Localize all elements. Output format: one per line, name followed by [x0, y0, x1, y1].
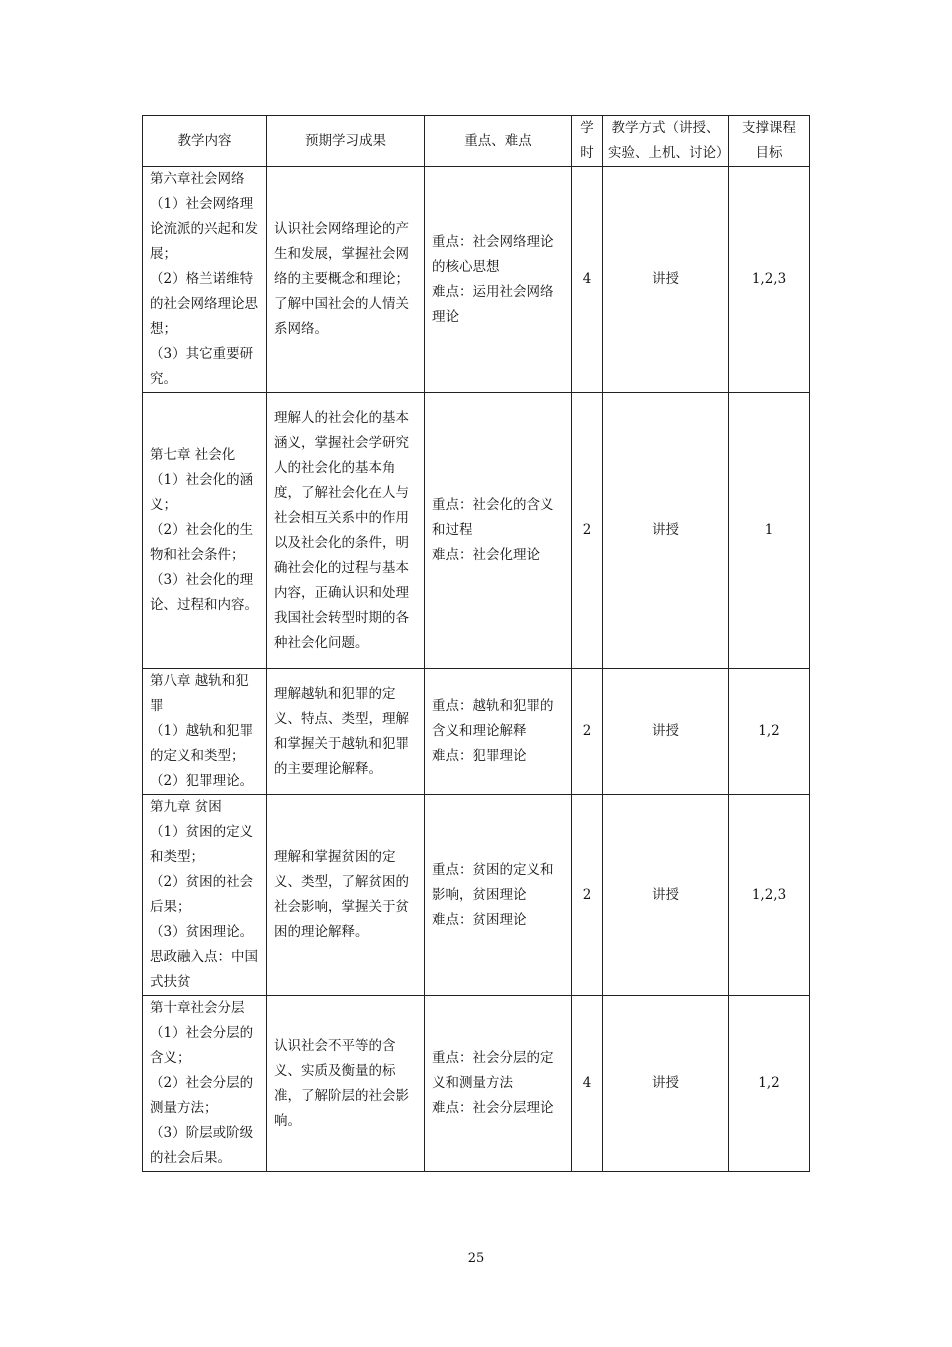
table-row [143, 795, 810, 996]
content-line: （3）贫困理论。 [150, 924, 254, 940]
content-line: （2）格兰诺维特的社会网络理论思想； [150, 271, 258, 337]
difficult-point: 难点：犯罪理论 [432, 748, 527, 764]
cell-outcome: 认识社会不平等的含义、实质及衡量的标准，了解阶层的社会影响。 [267, 996, 425, 1172]
header-content: 教学内容 [143, 116, 267, 167]
cell-content [143, 393, 267, 669]
cell-keypoints [425, 393, 572, 669]
difficult-point: 难点：社会化理论 [432, 547, 540, 563]
table-row [143, 167, 810, 393]
cell-hours: 4 [572, 996, 603, 1172]
cell-hours: 2 [572, 795, 603, 996]
content-line: （2）社会分层的测量方法； [150, 1075, 254, 1116]
table-row [143, 393, 810, 669]
cell-method: 讲授 [603, 669, 729, 795]
difficult-point: 难点：贫困理论 [432, 911, 527, 928]
cell-method: 讲授 [603, 393, 729, 669]
cell-goals: 1,2,3 [729, 167, 810, 393]
cell-outcome: 理解越轨和犯罪的定义、特点、类型，理解和掌握关于越轨和犯罪的主要理论解释。 [267, 669, 425, 795]
key-point: 重点：社会网络理论的核心思想 [432, 233, 554, 275]
table-row [143, 996, 810, 1172]
content-line: （3）其它重要研究。 [150, 346, 254, 387]
cell-goals: 1 [729, 393, 810, 669]
content-line: （1）社会化的涵义； [150, 472, 254, 513]
content-line: （1）社会网络理论流派的兴起和发展； [150, 196, 258, 262]
cell-hours: 4 [572, 167, 603, 393]
cell-keypoints [425, 795, 572, 996]
cell-outcome: 理解人的社会化的基本涵义，掌握社会学研究人的社会化的基本角度，了解社会化在人与社会相互关系中的作用以及社会化的条件，明确社会化的过程与基本内容，正确认识和处理我国社会转型时期的各种社会化问题。 [267, 393, 425, 669]
content-line: 第七章 社会化 [150, 447, 236, 463]
cell-outcome: 理解和掌握贫困的定义、类型，了解贫困的社会影响，掌握关于贫困的理论解释。 [267, 795, 425, 996]
header-goals: 支撑课程目标 [729, 116, 810, 167]
content-line: 第八章 越轨和犯罪 [150, 673, 249, 714]
key-point: 重点：贫困的定义和影响，贫困理论 [432, 861, 554, 903]
table-body [143, 167, 810, 1172]
cell-keypoints [425, 167, 572, 393]
cell-method: 讲授 [603, 167, 729, 393]
cell-content [143, 795, 267, 996]
content-line: （2）贫困的社会后果； [150, 874, 254, 915]
content-line: （1）贫困的定义和类型； [150, 824, 254, 865]
content-line: （3）阶层或阶级的社会后果。 [150, 1125, 254, 1166]
page-number: 25 [467, 1251, 485, 1266]
content-line: （1）社会分层的含义； [150, 1025, 254, 1066]
header-hours: 学时 [572, 116, 603, 167]
cell-method: 讲授 [603, 996, 729, 1172]
content-line: 第十章社会分层 [150, 1000, 245, 1016]
content-line: （2）社会化的生物和社会条件； [150, 522, 254, 563]
content-line: 第六章社会网络 [150, 171, 245, 187]
header-outcome: 预期学习成果 [267, 116, 425, 167]
cell-hours: 2 [572, 393, 603, 669]
cell-hours: 2 [572, 669, 603, 795]
difficult-point: 难点：运用社会网络理论 [432, 283, 554, 325]
cell-goals: 1,2,3 [729, 795, 810, 996]
cell-content [143, 996, 267, 1172]
content-line: 第九章 贫困 [150, 799, 222, 815]
content-line: （1）越轨和犯罪的定义和类型； [150, 723, 254, 764]
header-method: 教学方式（讲授、实验、上机、讨论） [603, 116, 729, 167]
table-row [143, 669, 810, 795]
header-row [143, 116, 810, 167]
cell-outcome: 认识社会网络理论的产生和发展，掌握社会网络的主要概念和理论；了解中国社会的人情关系网络。 [267, 167, 425, 393]
key-point: 重点：越轨和犯罪的含义和理论解释 [432, 698, 554, 739]
cell-content [143, 669, 267, 795]
difficult-point: 难点：社会分层理论 [432, 1100, 554, 1116]
cell-keypoints [425, 669, 572, 795]
content-line: （2）犯罪理论。 [150, 773, 254, 789]
key-point: 重点：社会化的含义和过程 [432, 497, 554, 538]
header-keypoints: 重点、难点 [425, 116, 572, 167]
content-line: 思政融入点：中国式扶贫 [150, 949, 258, 990]
cell-content [143, 167, 267, 393]
syllabus-table [142, 115, 810, 1172]
cell-method: 讲授 [603, 795, 729, 996]
key-point: 重点：社会分层的定义和测量方法 [432, 1050, 554, 1091]
cell-goals: 1,2 [729, 669, 810, 795]
cell-keypoints [425, 996, 572, 1172]
cell-goals: 1,2 [729, 996, 810, 1172]
content-line: （3）社会化的理论、过程和内容。 [150, 572, 258, 613]
